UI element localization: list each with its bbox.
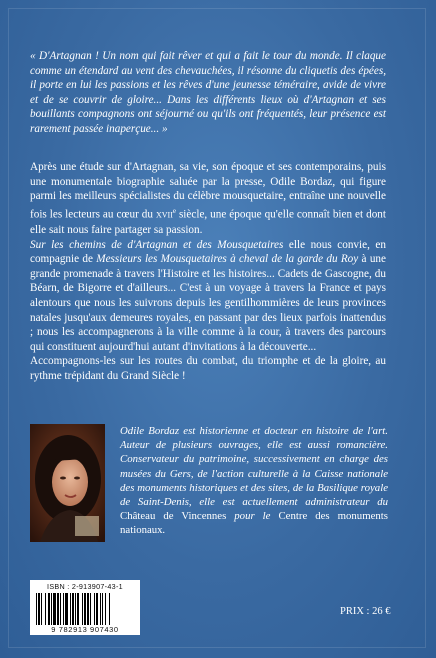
barcode-number: 9 782913 907430	[51, 625, 119, 634]
bio-text-c: .	[162, 524, 166, 537]
summary-p2-text-a: elle nous convie, en compagnie de	[30, 238, 386, 266]
author-portrait-image	[30, 424, 105, 542]
bio-text-b: pour le	[226, 510, 279, 523]
price-label: PRIX : 26 €	[340, 606, 391, 617]
bio-castle-name: Château de Vincennes	[120, 510, 227, 523]
summary-p1-text-b: siècle, une époque qu'elle connaît bien et dont elle sait nous faire partager sa passion.	[30, 208, 386, 237]
summary-paragraph-3: Accompagnons-les sur les routes du combat, du triomphe et de la gloire, au rythme trépidant du Grand Siècle !	[30, 355, 386, 383]
previous-book-title-italic: Messieurs les Mousquetaires à cheval de la garde du Roy	[96, 253, 359, 266]
barcode-icon	[34, 593, 136, 625]
summary-paragraph-2	[30, 238, 386, 355]
pull-quote	[30, 49, 386, 137]
author-photo	[30, 424, 105, 542]
pull-quote-text: « D'Artagnan ! Un nom qui fait rêver et qui a fait le tour du monde. Il claque comme un étendard au vent des chevauchées, il résonne du cliquetis des épées, il porte en lui les passions et les rêves d'une jeunesse téméraire, avide de vivre et de se couvrir de gloire... Dans les différents lieux où d'Artagnan et ses bouillants compagnons ont séjourné ou qu'ils ont fréquentés, leur présence est rarement passée inaperçue... »	[30, 50, 386, 135]
isbn-label: ISBN : 2-913907-43-1	[47, 582, 123, 591]
bio-centre-name: Centre des monuments nationaux	[120, 510, 388, 537]
book-title-italic: Sur les chemins de d'Artagnan et des Mousquetaires	[30, 238, 284, 251]
summary-p1-text-a: Après une étude sur d'Artagnan, sa vie, son époque et ses contemporains, puis une monumentale biographie saluée par la presse, Odile Bordaz, qui figure parmi les meilleurs spécialistes du célèbre mousquetaire, entraîne une nouvelle fois les lecteurs au cœur du	[30, 161, 386, 221]
summary-text	[30, 160, 386, 384]
summary-p2-text-b: à une grande promenade à travers l'Histoire et les histoires... Cadets de Gascogne, du Béarn, de Bigorre et d'ailleurs... C'est à un voyage à travers la France et pays alentours que nous les suivrons depuis les gentilhommières de leurs provinces natales jusqu'aux demeures royales, en passant par des lieux parfois inattendus ; nous les accompagnerons à la ville comme à la cour, à travers des parcours qui constituent aujourd'hui autant d'invitations à la découverte...	[30, 253, 386, 353]
bio-text-a: Odile Bordaz est historienne et docteur en histoire de l'art. Auteur de plusieurs ouvrages, elle est aussi romancière. Conservateur du patrimoine, successivement en charge des musées du Gers, de l'action culturelle à la Caisse nationale des monuments historiques et des sites, de la Basilique royale de Saint-Denis, elle est actuellement administrateur du	[120, 425, 388, 509]
century-superscript: e	[172, 206, 176, 215]
barcode-box	[30, 580, 140, 635]
century-numeral: XVII	[155, 210, 173, 220]
author-biography	[120, 424, 388, 538]
summary-paragraph-1	[30, 160, 386, 238]
